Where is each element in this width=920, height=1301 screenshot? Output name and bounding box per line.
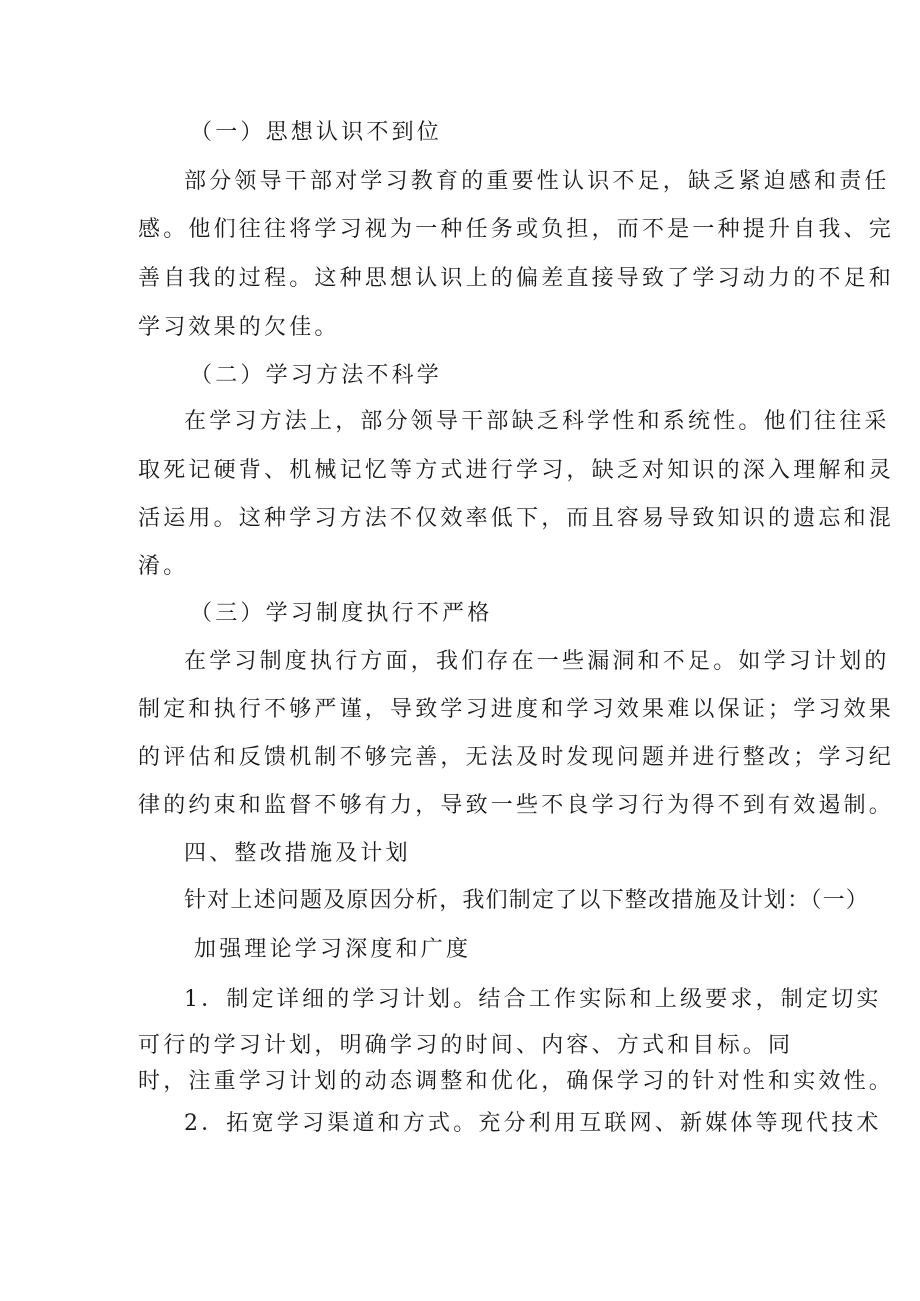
paragraph-line: 淆。: [138, 554, 189, 579]
paragraph-line: 学习效果的欠佳。: [138, 315, 340, 340]
paragraph-line: 活运用。这种学习方法不仅效率低下，而且容易导致知识的遗忘和混: [138, 506, 895, 531]
paragraph-line: 部分领导干部对学习教育的重要性认识不足，缺乏紧迫感和责任: [184, 169, 890, 194]
subheading: 加强理论学习深度和广度: [194, 937, 472, 962]
paragraph-line: 在学习方法上，部分领导干部缺乏科学性和系统性。他们往往采: [184, 409, 890, 434]
section-heading-2: （二）学习方法不科学: [190, 363, 443, 388]
section-heading-4: 四、整改措施及计划: [184, 841, 411, 866]
paragraph-line: 善自我的过程。这种思想认识上的偏差直接导致了学习动力的不足和: [138, 266, 895, 291]
paragraph-line: 取死记硬背、机械记忆等方式进行学习，缺乏对知识的深入理解和灵: [138, 458, 895, 483]
list-item-1-line: 可行的学习计划，明确学习的时间、内容、方式和目标。同: [138, 1033, 794, 1058]
section-heading-3: （三）学习制度执行不严格: [190, 601, 493, 626]
list-item-1-line: 1．制定详细的学习计划。结合工作实际和上级要求，制定切实: [184, 987, 882, 1012]
paragraph-line: 律的约束和监督不够有力，导致一些不良学习行为得不到有效遏制。: [138, 793, 895, 818]
section-heading-1: （一）思想认识不到位: [190, 120, 443, 145]
list-item-1-line: 时，注重学习计划的动态调整和优化，确保学习的针对性和实效性。: [138, 1069, 895, 1094]
paragraph-line: 的评估和反馈机制不够完善，无法及时发现问题并进行整改；学习纪: [138, 745, 895, 770]
paragraph-line: 制定和执行不够严谨，导致学习进度和学习效果难以保证；学习效果: [138, 697, 895, 722]
list-item-2-line: 2．拓宽学习渠道和方式。充分利用互联网、新媒体等现代技术: [184, 1111, 882, 1136]
intro-line: 针对上述问题及原因分析，我们制定了以下整改措施及计划：（一）: [184, 888, 870, 913]
paragraph-line: 感。他们往往将学习视为一种任务或负担，而不是一种提升自我、完: [138, 217, 895, 242]
paragraph-line: 在学习制度执行方面，我们存在一些漏洞和不足。如学习计划的: [184, 649, 890, 674]
